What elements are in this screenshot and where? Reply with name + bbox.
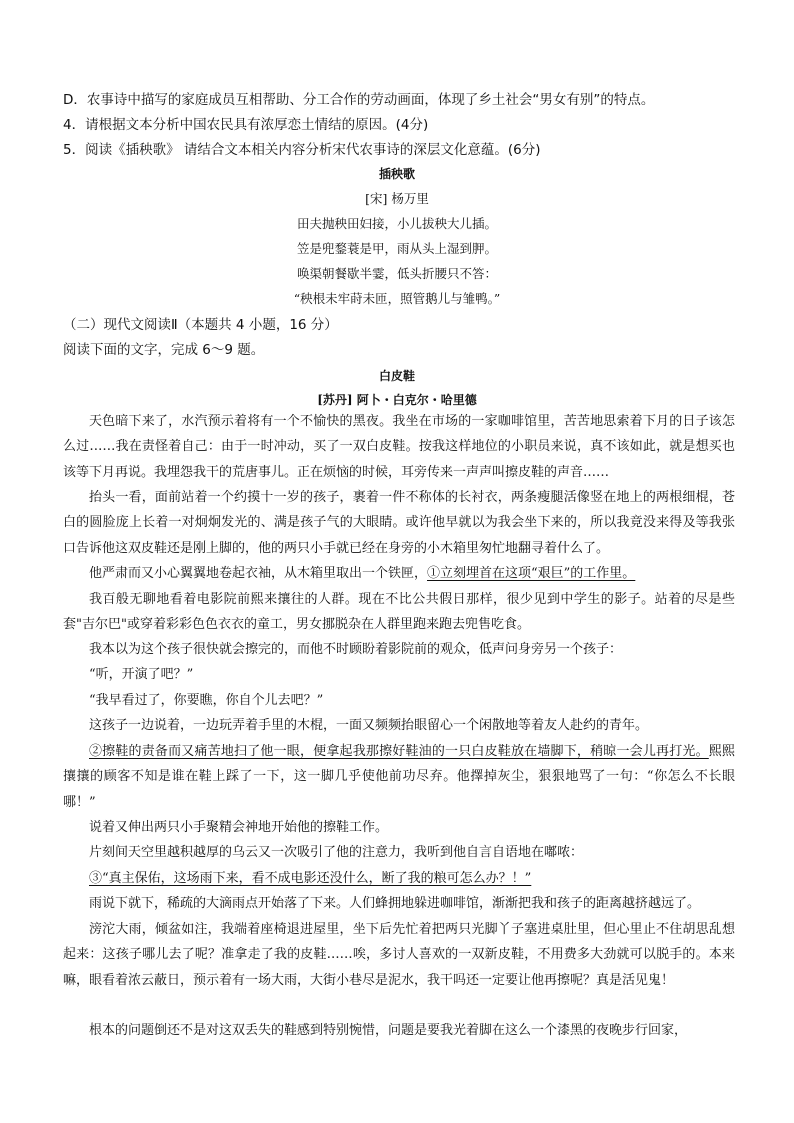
story-paragraph-5: 我本以为这个孩子很快就会擦完的，而他不时顾盼着影院前的观众，低声问身旁另一个孩子： bbox=[89, 642, 623, 657]
question-5-text: 5．阅读《插秧歌》 请结合文本相关内容分析宋代农事诗的深层文化意蕴。(6分) bbox=[63, 142, 541, 158]
story-paragraph-13: 根本的问题倒还不是对这双丢失的鞋感到特别惋惜，问题是要我光着脚在这么一个漆黑的夜晚步行回家， bbox=[89, 1023, 688, 1038]
poem-line: 田夫抛秧田妇接，小儿拔秧大儿插。 bbox=[296, 216, 497, 231]
option-d-text: D．农事诗中描写的家庭成员互相帮助、分工合作的劳动画面，体现了乡土社会“男女有别”的特点。 bbox=[63, 92, 655, 108]
underlined-sentence-1: ①立刻埋首在这项“艰巨”的工作里。 bbox=[427, 566, 636, 581]
story-author: [苏丹] 阿卜・白克尔・哈里德 bbox=[317, 393, 477, 407]
story-paragraph-9: 片刻间天空里越积越厚的乌云又一次吸引了他的注意力，我听到他自言自语地在嘟哝： bbox=[89, 845, 584, 860]
dialogue-line-2: “我早看过了，你要瞧，你自个儿去吧？” bbox=[89, 693, 324, 708]
story-paragraph-8: 说着又伸出两只小手聚精会神地开始他的擦鞋工作。 bbox=[89, 820, 389, 835]
section-instruction: 阅读下面的文字，完成 6～9 题。 bbox=[63, 342, 265, 358]
underlined-sentence-2: ②擦鞋的责备而又痛苦地扫了他一眼，便拿起我那擦好鞋油的一只白皮鞋放在墙脚下，稍晾一会儿再打光。 bbox=[89, 744, 709, 759]
story-paragraph-3-text: 他严肃而又小心翼翼地卷起衣袖，从木箱里取出一个铁匣， bbox=[89, 566, 428, 581]
dialogue-line-1: “听，开演了吧？” bbox=[89, 667, 194, 682]
story-title: 白皮鞋 bbox=[378, 369, 415, 383]
poem-author: [宋] 杨万里 bbox=[365, 191, 429, 206]
poem-line: 唤渠朝餐歇半霎，低头折腰只不答： bbox=[296, 266, 497, 281]
story-paragraph-6: 这孩子一边说着，一边玩弄着手里的木棍，一面又频频抬眼留心一个闲散地等着友人赴约的青年。 bbox=[89, 718, 649, 733]
story-paragraph-1: 天色暗下来了，水汽预示着将有一个不愉快的黑夜。我坐在市场的一家咖啡馆里，苦苦地思索着下月的日子该怎么过……我在责怪着自己：由于一时冲动，买了一双白皮鞋。按我这样地位的小职员来说，真不该如此，就是想买也该等下月再说。我埋怨我干的荒唐事儿。正在烦恼的时候，耳旁传来一声声叫擦皮鞋的声音…… bbox=[63, 414, 735, 480]
story-paragraph-4: 我百般无聊地看着电影院前熙来攘往的人群。现在不比公共假日那样，很少见到中学生的影子。站着的尽是些套"吉尔巴"或穿着彩彩色色衣衣的童工，男女挪脱杂在人群里跑来跑去兜售吃食。 bbox=[63, 592, 735, 633]
story-paragraph-3 bbox=[89, 561, 735, 586]
section-heading: （二）现代文阅读Ⅱ（本题共 4 小题，16 分） bbox=[63, 317, 338, 333]
story-paragraph-7 bbox=[63, 739, 735, 815]
story-paragraph-11: 雨说下就下，稀疏的大滴雨点开始落了下来。人们蜂拥地躲进咖啡馆，渐渐把我和孩子的距离越挤越远了。 bbox=[89, 896, 701, 911]
story-paragraph-7-text: 熙熙攘攘的顾客不知是谁在鞋上踩了一下，这一脚几乎使他前功尽弃。他擇掉灰尘，狠狠地骂了一句：“你怎么不长眼哪！” bbox=[63, 744, 735, 810]
underlined-sentence-3: ③“真主保佑，这场雨下来，看不成电影还没什么，断了我的粮可怎么办？！” bbox=[89, 871, 532, 886]
poem-line: 笠是兜鍪蓑是甲，雨从头上湿到胛。 bbox=[296, 241, 497, 256]
story-paragraph-12: 滂沱大雨，倾盆如注，我端着座椅退进屋里，坐下后先忙着把两只光脚丫子塞进桌肚里，但心里止不住胡思乱想起来：这孩子哪儿去了呢？准拿走了我的皮鞋……唉，多讨人喜欢的一双新皮鞋，不用费多大劲就可以脱手的。本来嘛，眼看着浓云蔽日，预示着有一场大雨，大街小巷尽是泥水，我干吗还一定要让他再擦呢？真是活见鬼！ bbox=[63, 922, 735, 988]
poem-line: “秧根未牢莳未匝，照管鹅儿与雏鸭。” bbox=[293, 291, 501, 306]
story-paragraph-10 bbox=[89, 866, 735, 891]
question-4-text: 4．请根据文本分析中国农民具有浓厚恋土情结的原因。(4分) bbox=[63, 117, 429, 133]
story-paragraph-2: 抬头一看，面前站着一个约摸十一岁的孩子，裹着一件不称体的长衬衣，两条瘦腿活像竖在地上的两根细棍，苍白的圆脸庞上长着一对炯炯发光的、满是孩子气的大眼睛。或许他早就以为我会坐下来的，所以我竟没来得及等我张口告诉他这双皮鞋还是刚上脚的，他的两只小手就已经在身旁的小木箱里匆忙地翻寻着什么了。 bbox=[63, 490, 735, 556]
poem-title: 插秧歌 bbox=[378, 167, 415, 181]
